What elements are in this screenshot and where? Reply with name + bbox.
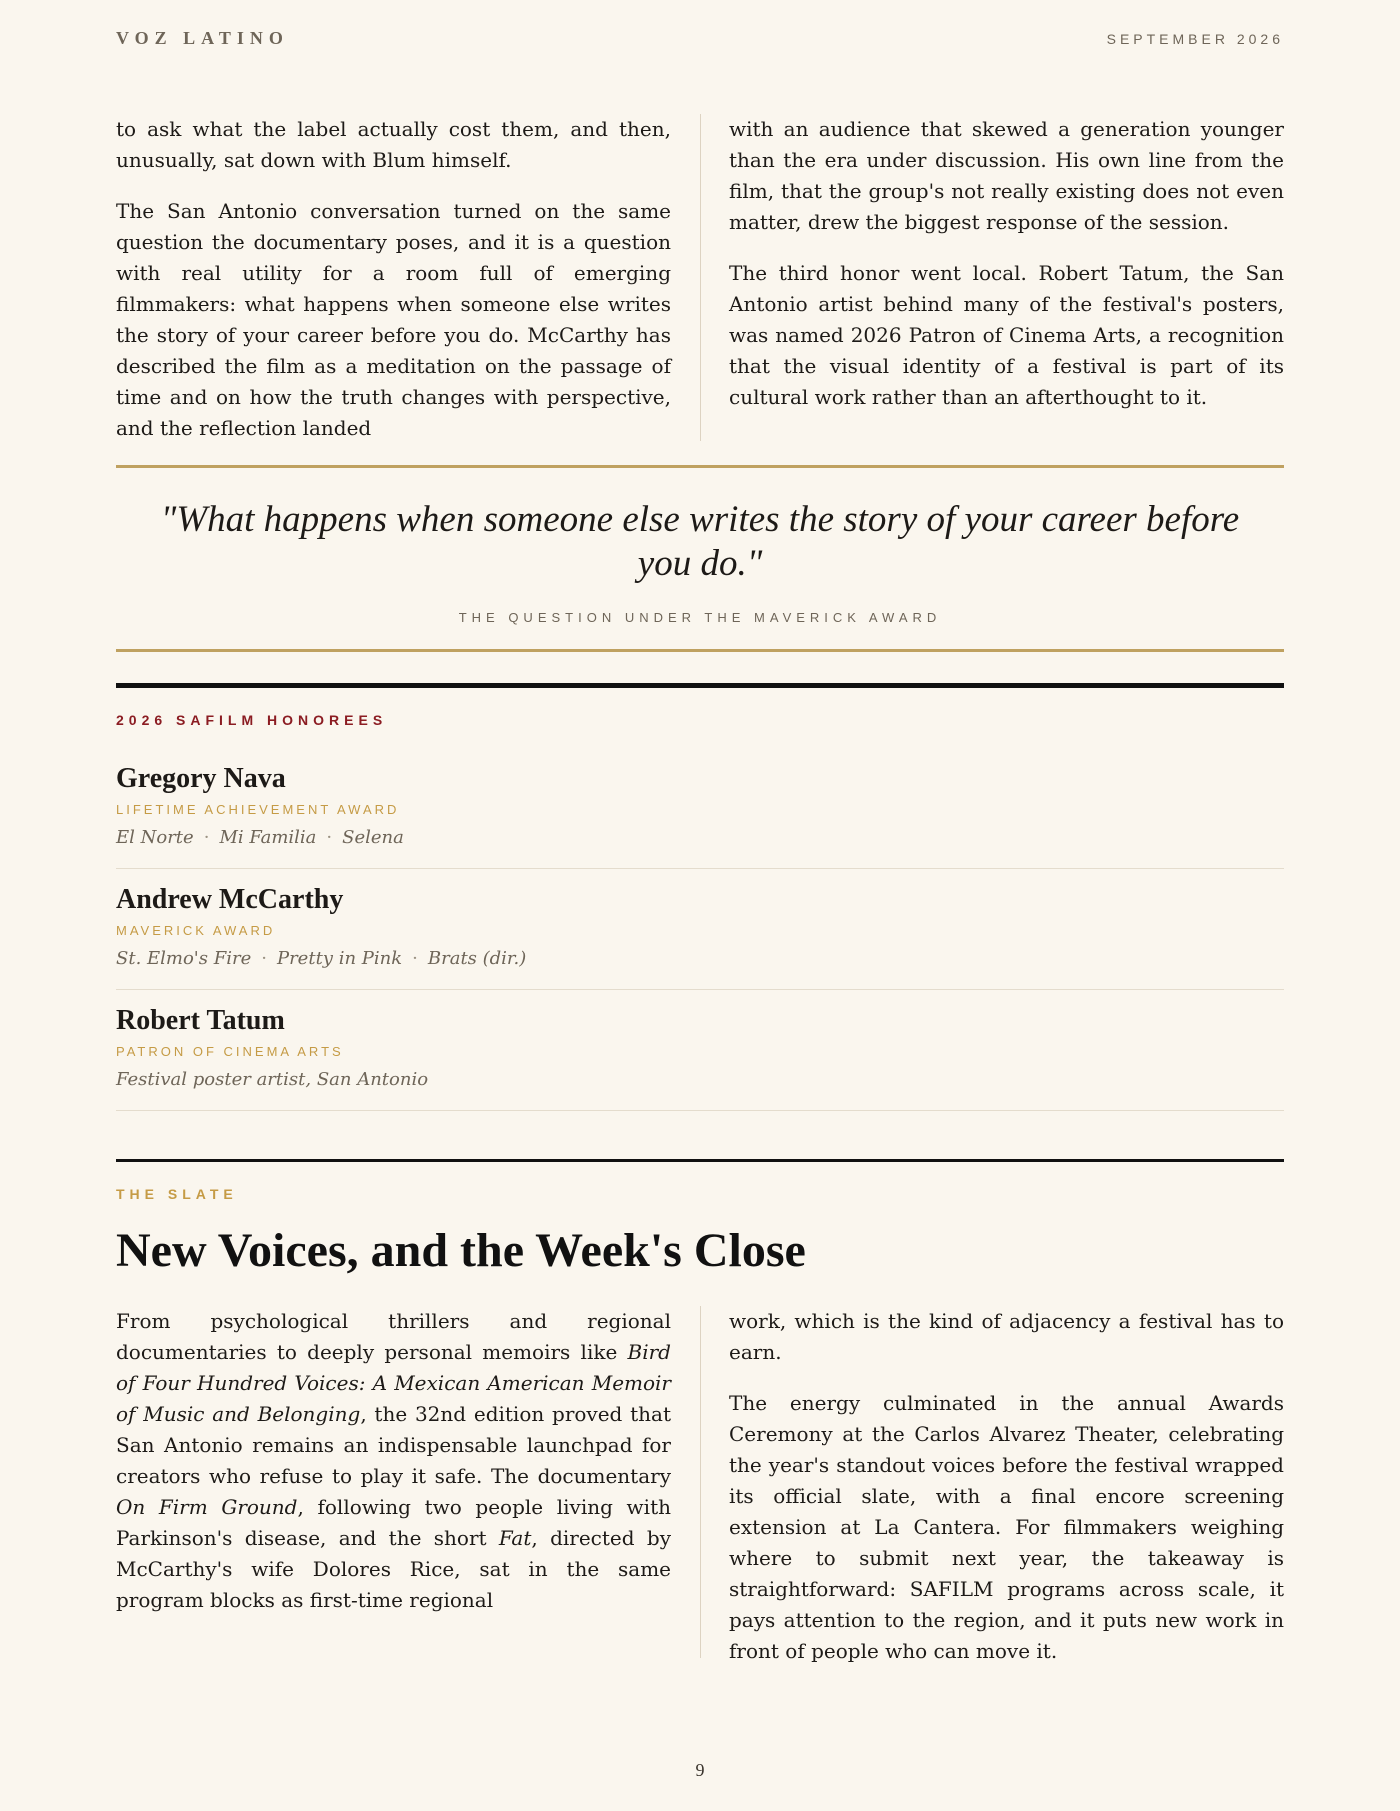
text-run: , following two people living with Parkinson's disease, and the short [116,1495,671,1550]
text-run: , directed by McCarthy's wife Dolores Rice, sat in the same program blocks as first-time regional [116,1526,671,1612]
honoree-award: PATRON OF CINEMA ARTS [116,1044,344,1059]
honoree-entry [116,869,1284,990]
work-title: Pretty in Pink [276,948,403,969]
honoree-works [116,827,1284,848]
book-title: Bird of Four Hundred Voices: A Mexican American Memoir of Music and Belonging [116,1340,671,1426]
film-title: On Firm Ground [116,1495,298,1519]
separator-dot: · [412,948,418,969]
film-title: Fat [498,1526,532,1550]
article-columns-top [116,114,1284,441]
work-title: St. Elmo's Fire [116,948,252,969]
honoree-works [116,1069,1284,1090]
work-title: El Norte [116,827,194,848]
column-right [729,1306,1284,1663]
work-title: Mi Familia [219,827,317,848]
work-title: Selena [342,827,404,848]
work-title: Brats (dir.) [427,948,527,969]
honoree-name: Gregory Nava [116,763,286,794]
slate-kicker: THE SLATE [116,1186,238,1202]
publication-name: VOZ LATINO [116,28,289,48]
slate-headline: New Voices, and the Week's Close [116,1224,806,1277]
honoree-award: LIFETIME ACHIEVEMENT AWARD [116,802,400,817]
pull-quote [116,465,1284,652]
honoree-entry [116,748,1284,869]
running-head [116,28,1284,49]
text-run: , the 32nd edition proved that San Antonio remains an indispensable launchpad for creators who refuse to play it safe. The documentary [116,1402,671,1488]
paragraph: with an audience that skewed a generation younger than the era under discussion. His own line from the film, that the group's not really existing does not even matter, drew the biggest response of the session. [729,117,1284,234]
paragraph: to ask what the label actually cost them, and then, unusually, sat down with Blum himself. [116,117,671,172]
work-title: Festival poster artist, San Antonio [116,1069,429,1090]
pull-quote-caption: THE QUESTION UNDER THE MAVERICK AWARD [458,610,942,625]
paragraph: work, which is the kind of adjacency a festival has to earn. [729,1309,1284,1364]
paragraph: The San Antonio conversation turned on the same question the documentary poses, and it is a question with real utility for a room full of emerging filmmakers: what happens when someone else writes the story of your career before you do. McCarthy has described the film as a meditation on the passage of time and on how the truth changes with perspective, and the reflection landed [116,199,671,440]
separator-dot: · [203,827,210,848]
paragraph: The energy culminated in the annual Awards Ceremony at the Carlos Alvarez Theater, celebrating the year's standout voices before the festival wrapped its official slate, with a final encore screening extension at La Cantera. For filmmakers weighing where to submit next year, the takeaway is straightforward: SAFILM programs across scale, it pays attention to the region, and it puts new work in front of people who can move it. [729,1391,1284,1663]
section-divider [116,683,1284,688]
honoree-entry [116,990,1284,1111]
column-left [116,114,671,441]
paragraph: The third honor went local. Robert Tatum, the San Antonio artist behind many of the festival's posters, was named 2026 Patron of Cinema Arts, a recognition that the visual identity of a festival is part of its cultural work rather than an afterthought to it. [729,261,1284,409]
issue-date: SEPTEMBER 2026 [1106,30,1284,47]
text-run: From psychological thrillers and regional documentaries to deeply personal memoirs like [116,1309,671,1364]
honoree-name: Andrew McCarthy [116,884,344,915]
honorees-kicker: 2026 SAFILM HONOREES [116,712,388,728]
honoree-name: Robert Tatum [116,1005,285,1036]
column-left [116,1306,671,1658]
honorees-box [116,712,1284,1111]
article-columns-bottom [116,1306,1284,1663]
section-divider [116,1159,1284,1162]
honoree-works [116,948,1284,969]
page-number: 9 [695,1760,705,1780]
separator-dot: · [261,948,267,969]
honoree-award: MAVERICK AWARD [116,923,276,938]
paragraph [116,1306,671,1616]
column-divider [700,1306,701,1658]
column-divider [700,114,701,441]
pull-quote-text: "What happens when someone else writes the story of your career before you do." [160,499,1240,584]
separator-dot: · [326,827,333,848]
column-right [729,114,1284,441]
